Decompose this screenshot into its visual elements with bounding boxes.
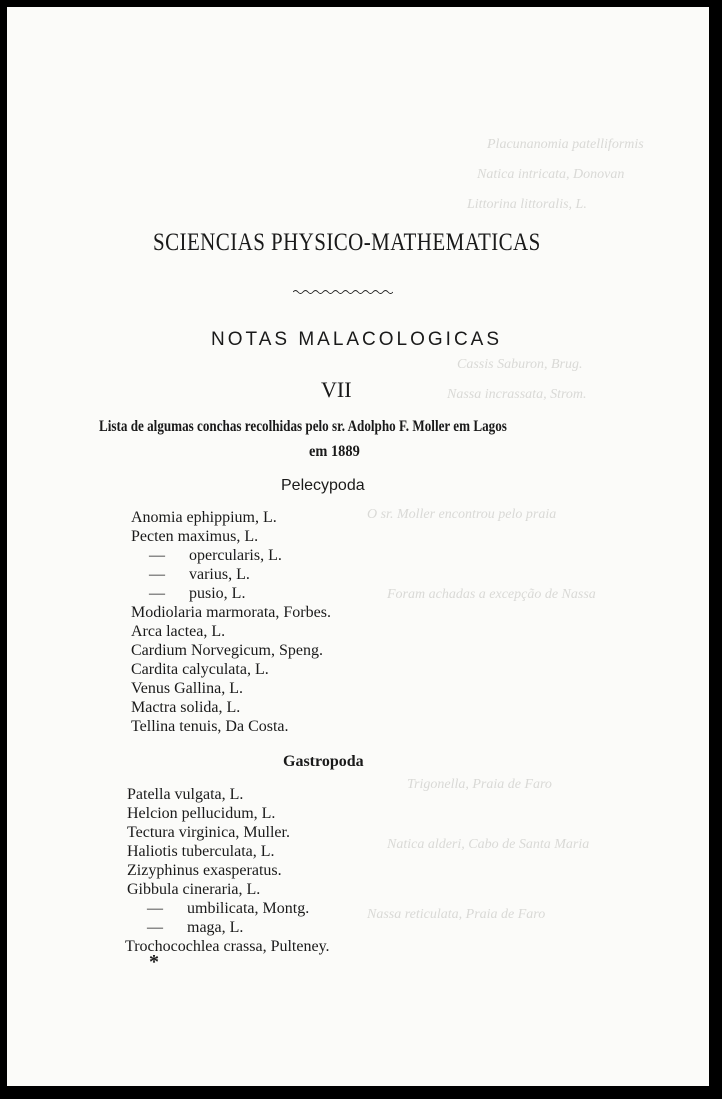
species-entry: — maga, L. [147, 919, 244, 936]
species-entry: — umbilicata, Montg. [147, 900, 310, 917]
subtitle-line-1: Lista de algumas conchas recolhidas pelo sr. Adolpho F. Moller em Lagos [99, 418, 507, 435]
bleed-through: O sr. Moller encontrou pelo praia [367, 507, 557, 522]
species-entry: Zizyphinus exasperatus. [127, 862, 282, 879]
species-entry: Gibbula cineraria, L. [127, 881, 261, 898]
species-entry: Arca lactea, L. [131, 623, 226, 640]
ornamental-rule [293, 289, 393, 295]
species-entry: Tellina tenuis, Da Costa. [131, 718, 289, 735]
bleed-through: Cassis Saburon, Brug. [457, 357, 583, 372]
chapter-numeral: VII [321, 377, 352, 402]
species-entry: Cardium Norvegicum, Speng. [131, 642, 323, 659]
subtitle-line-2: em 1889 [309, 443, 360, 460]
species-entry: Patella vulgata, L. [127, 786, 244, 803]
species-entry: Cardita calyculata, L. [131, 661, 269, 678]
section-title: SCIENCIAS PHYSICO-MATHEMATICAS [153, 229, 541, 256]
pelecypoda-heading: Pelecypoda [281, 477, 365, 494]
species-entry: Modiolaria marmorata, Forbes. [131, 604, 331, 621]
document-page [5, 5, 711, 1088]
bleed-through: Natica intricata, Donovan [477, 167, 625, 182]
species-entry: Pecten maximus, L. [131, 528, 259, 545]
bleed-through: Nassa reticulata, Praia de Faro [367, 907, 546, 922]
species-entry: Anomia ephippium, L. [131, 509, 277, 526]
notes-title: NOTAS MALACOLOGICAS [211, 329, 503, 350]
bleed-through: Foram achadas a excepção de Nassa [387, 587, 596, 602]
bleed-through: Natica alderi, Cabo de Santa Maria [387, 837, 590, 852]
species-entry: — opercularis, L. [149, 547, 282, 564]
species-entry: Venus Gallina, L. [131, 680, 243, 697]
species-entry: Helcion pellucidum, L. [127, 805, 276, 822]
species-entry: Tectura virginica, Muller. [127, 824, 290, 841]
bleed-through: Nassa incrassata, Strom. [447, 387, 587, 402]
gastropoda-heading: Gastropoda [283, 753, 364, 770]
footnote-asterisk: * [149, 951, 159, 973]
species-entry: — varius, L. [149, 566, 250, 583]
species-entry: Mactra solida, L. [131, 699, 241, 716]
species-entry: Haliotis tuberculata, L. [127, 843, 275, 860]
species-entry: — pusio, L. [149, 585, 246, 602]
bleed-through: Littorina littoralis, L. [467, 197, 587, 212]
bleed-through: Placunanomia patelliformis [487, 137, 644, 152]
species-entry: Trochocochlea crassa, Pulteney. [125, 938, 330, 955]
bleed-through: Trigonella, Praia de Faro [407, 777, 552, 792]
